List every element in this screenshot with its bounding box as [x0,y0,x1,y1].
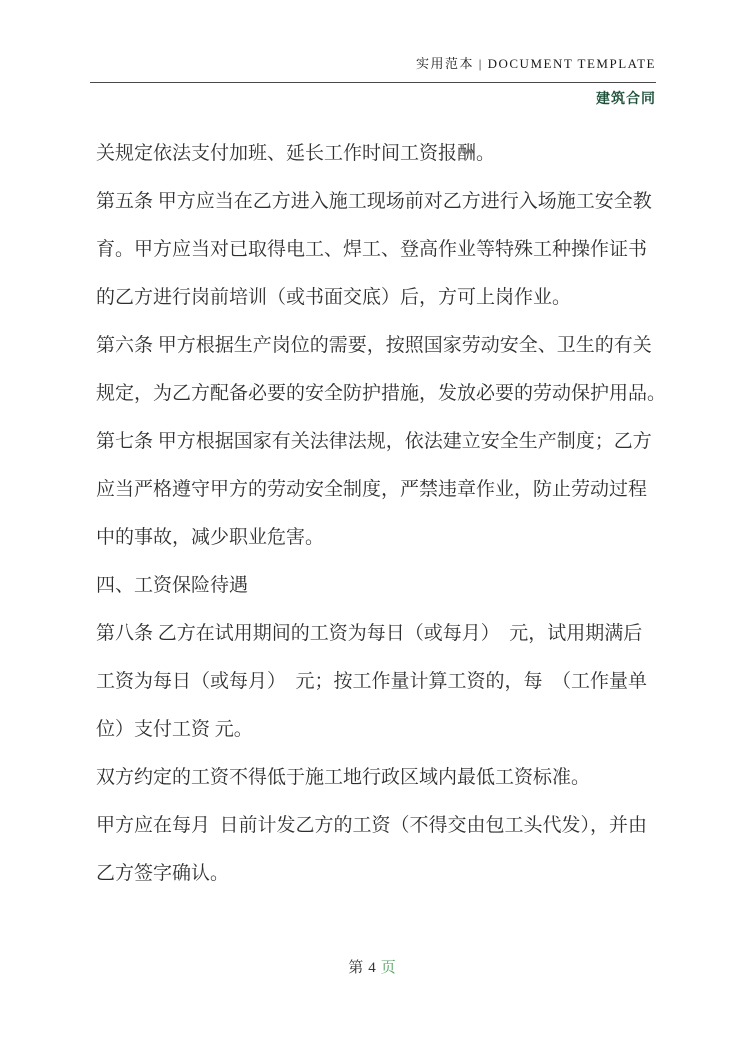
body-line: 第五条 甲方应当在乙方进入施工现场前对乙方进行入场施工安全教 [96,191,652,212]
body-line: 四、工资保险待遇 [96,575,249,596]
body-line: 中的事故，减少职业危害。 [96,527,325,548]
body-line: 双方约定的工资不得低于施工地行政区域内最低工资标准。 [96,767,591,788]
body-line: 位）支付工资 元。 [96,719,253,740]
body-line: 应当严格遵守甲方的劳动安全制度，严禁违章作业，防止劳动过程 [96,479,648,500]
page-number-suffix: 页 [380,960,396,976]
body-line: 第八条 乙方在试用期间的工资为每日（或每月） 元，试用期满后 [96,623,643,644]
body-line: 甲方应在每月 日前计发乙方的工资（不得交由包工头代发），并由 [96,815,648,836]
body-line: 第六条 甲方根据生产岗位的需要，按照国家劳动安全、卫生的有关 [96,335,652,356]
body-line: 规定，为乙方配备必要的安全防护措施，发放必要的劳动保护用品。 [96,383,667,404]
header-divider [90,82,656,83]
body-line: 第七条 甲方根据国家有关法律法规，依法建立安全生产制度；乙方 [96,431,652,452]
document-body [96,130,666,898]
body-line: 乙方签字确认。 [96,863,230,884]
page-footer [0,957,744,979]
body-line: 关规定依法支付加班、延长工作时间工资报酬。 [96,143,496,164]
body-line: 工资为每日（或每月） 元；按工作量计算工资的，每 （工作量单 [96,671,648,692]
page-number: 4 [368,960,376,976]
body-line: 育。甲方应当对已取得电工、焊工、登高作业等特殊工种操作证书 [96,239,648,260]
document-type-label: 建筑合同 [596,92,656,107]
page-number-prefix: 第 [348,960,364,976]
header-brand-text: 实用范本 | DOCUMENT TEMPLATE [416,56,656,71]
body-line: 的乙方进行岗前培训（或书面交底）后，方可上岗作业。 [96,287,572,308]
